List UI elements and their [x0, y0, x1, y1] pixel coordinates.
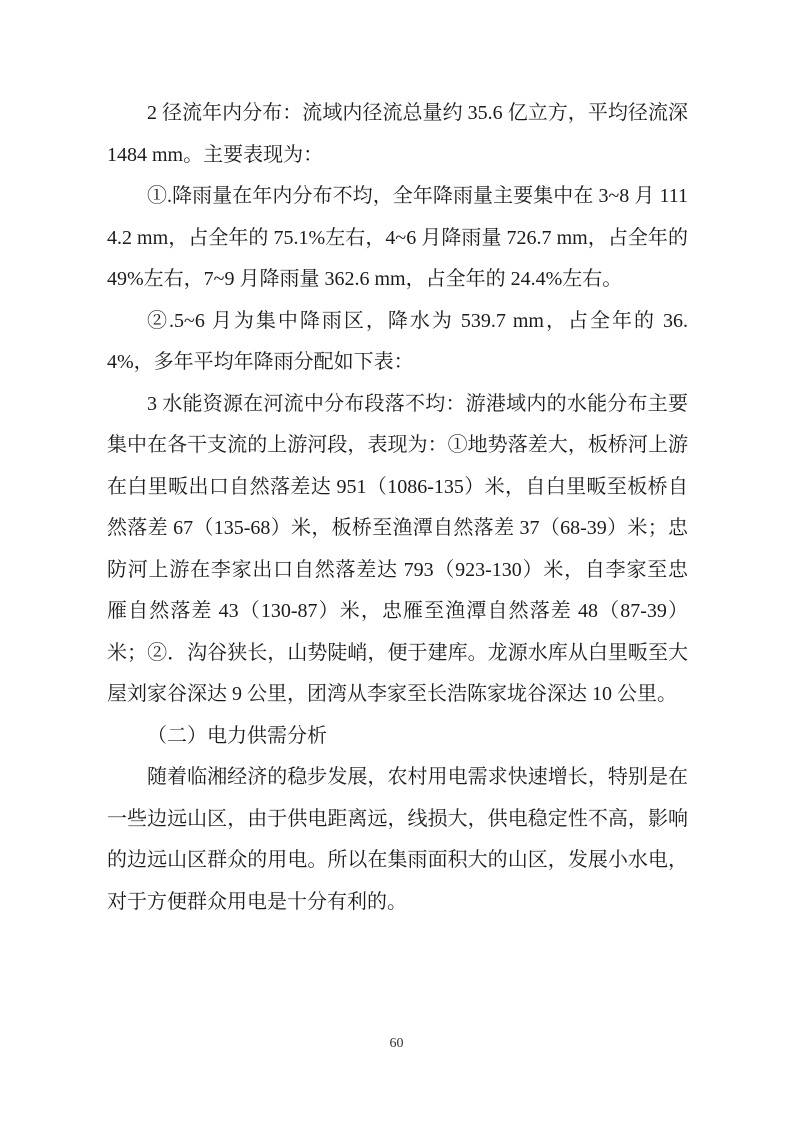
document-body [107, 93, 688, 923]
paragraph-rainfall-uneven: ①.降雨量在年内分布不均，全年降雨量主要集中在 3~8 月 1114.2 mm，占全年的 75.1%左右，4~6 月降雨量 726.7 mm，占全年的 49%左右，7~9 月降雨量 362.6 mm，占全年的 24.4%左右。 [107, 185, 688, 290]
section-heading-power-supply-demand: （二）电力供需分析 [147, 724, 327, 747]
paragraph-runoff-annual-distribution: 2 径流年内分布：流域内径流总量约 35.6 亿立方，平均径流深 1484 mm。主要表现为： [107, 102, 688, 166]
paragraph-concentrated-rainfall: ②.5~6 月为集中降雨区，降水为 539.7 mm，占全年的 36.4%，多年平均年降雨分配如下表： [107, 309, 688, 373]
page-number: 60 [389, 1036, 404, 1051]
paragraph-hydropower-distribution: 3 水能资源在河流中分布段落不均：游港域内的水能分布主要集中在各干支流的上游河段，表现为：①地势落差大，板桥河上游在白里畈出口自然落差达 951（1086-135）米，自白里畈至板桥自然落差 67（135-68）米，板桥至渔潭自然落差 37（68-39）米；忠防河上游在李家出口自然落差达 793（923-130）米，自李家至忠雁自然落差 43（130-87）米，忠雁至渔潭自然落差 48（87-39）米；②．沟谷狭长，山势陡峭，便于建库。龙源水库从白里畈至大屋刘家谷深达 9 公里，团湾从李家至长浩陈家垅谷深达 10 公里。 [107, 392, 688, 705]
paragraph-power-demand-analysis: 随着临湘经济的稳步发展，农村用电需求快速增长，特别是在一些边远山区，由于供电距离远，线损大，供电稳定性不高，影响的边远山区群众的用电。所以在集雨面积大的山区，发展小水电，对于方便群众用电是十分有利的。 [107, 766, 688, 913]
